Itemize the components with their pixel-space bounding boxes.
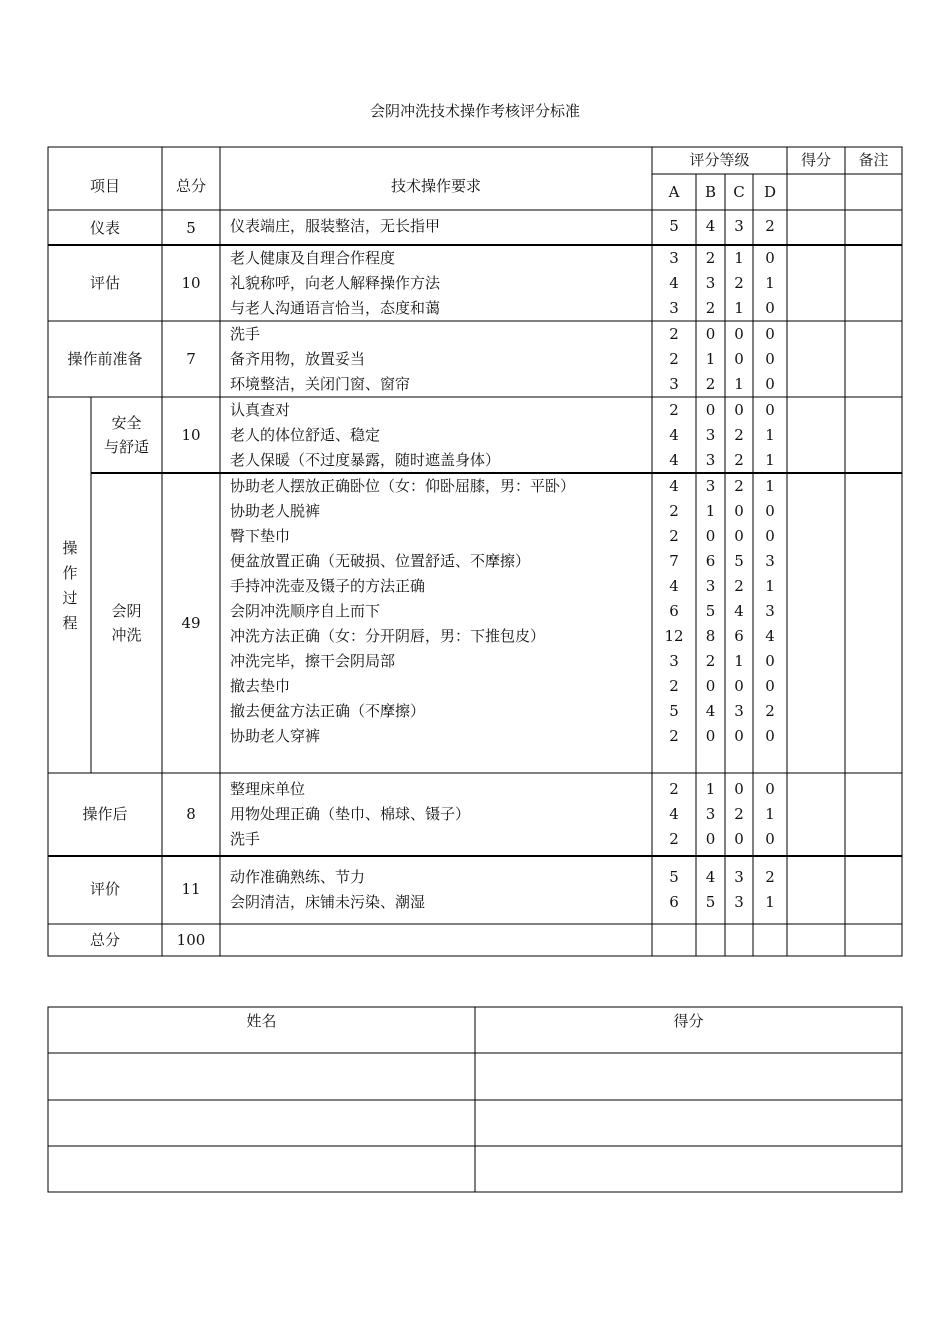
grade-d-value: 4 [765, 627, 775, 645]
grade-d-value: 1 [765, 577, 775, 595]
grade-d-value: 1 [765, 451, 775, 469]
subsection-safety-name-1: 安全 [111, 414, 142, 432]
grade-b-value: 3 [705, 274, 716, 292]
grade-c-header: C [733, 183, 745, 201]
grade-d-value: 2 [765, 217, 775, 235]
total-row-value: 100 [176, 931, 206, 949]
grade-b-value: 2 [705, 299, 716, 317]
grade-a-value: 6 [669, 893, 679, 911]
signature-name-header: 姓名 [246, 1012, 277, 1030]
criterion-text: 环境整洁，关闭门窗、窗帘 [230, 375, 411, 393]
section-process-char-1: 操 [62, 539, 78, 557]
grade-d-value: 0 [765, 375, 775, 393]
grade-a-value: 7 [669, 552, 679, 570]
grade-c-value: 3 [734, 868, 744, 886]
grade-c-value: 0 [734, 780, 744, 798]
criterion-text: 洗手 [230, 325, 261, 343]
criterion-text: 便盆放置正确（无破损、位置舒适、不摩擦） [230, 552, 531, 570]
grade-b-value: 5 [705, 893, 716, 911]
subsection-safety-name-2: 与舒适 [103, 438, 149, 456]
grade-b-value: 8 [705, 627, 716, 645]
grade-b-value: 0 [705, 401, 716, 419]
section-preparation-total: 7 [186, 350, 196, 368]
header-total: 总分 [175, 177, 206, 195]
grade-b-value: 0 [705, 325, 716, 343]
grade-b-value: 3 [705, 805, 716, 823]
criterion-text: 礼貌称呼，向老人解释操作方法 [230, 274, 441, 292]
grade-d-value: 1 [765, 805, 775, 823]
grade-b-value: 3 [705, 451, 716, 469]
criterion-text: 动作准确熟练、节力 [230, 868, 366, 886]
grade-c-value: 0 [734, 677, 744, 695]
grade-a-value: 3 [669, 299, 679, 317]
criterion-text: 仪表端庄，服装整洁，无长指甲 [230, 217, 441, 235]
grade-c-value: 1 [734, 652, 744, 670]
header-item: 项目 [89, 177, 120, 195]
grade-c-value: 2 [734, 577, 744, 595]
grade-b-header: B [704, 183, 717, 201]
grade-b-value: 2 [705, 249, 716, 267]
grade-a-value: 12 [664, 627, 684, 645]
grade-b-value: 6 [705, 552, 716, 570]
grade-a-value: 2 [669, 527, 679, 545]
grade-d-value: 0 [765, 527, 775, 545]
criterion-text: 老人的体位舒适、稳定 [230, 426, 381, 444]
grade-a-value: 2 [669, 502, 679, 520]
grade-c-value: 3 [734, 893, 744, 911]
grade-a-value: 2 [669, 830, 679, 848]
grade-a-value: 4 [669, 451, 679, 469]
grade-b-value: 1 [705, 780, 716, 798]
grade-c-value: 3 [734, 217, 744, 235]
criterion-text: 老人保暖（不过度暴露，随时遮盖身体） [230, 451, 501, 469]
grade-a-value: 2 [669, 677, 679, 695]
grade-b-value: 0 [705, 677, 716, 695]
criterion-text: 撤去垫巾 [230, 677, 291, 695]
grade-a-value: 4 [669, 426, 679, 444]
criterion-text: 备齐用物，放置妥当 [230, 350, 366, 368]
header-grade: 评分等级 [689, 151, 750, 169]
section-assessment-total: 10 [181, 274, 201, 292]
grade-d-value: 3 [765, 602, 775, 620]
grade-d-header: D [763, 183, 777, 201]
grade-b-value: 2 [705, 375, 716, 393]
grade-a-value: 4 [669, 805, 679, 823]
grade-a-value: 2 [669, 401, 679, 419]
grade-c-value: 0 [734, 401, 744, 419]
grade-c-value: 0 [734, 830, 744, 848]
criterion-text: 臀下垫巾 [230, 527, 291, 545]
grade-d-value: 2 [765, 868, 775, 886]
grade-d-value: 1 [765, 274, 775, 292]
subsection-washing-name-1: 会阴 [111, 602, 142, 620]
criterion-text: 老人健康及自理合作程度 [230, 249, 396, 267]
grade-b-value: 2 [705, 652, 716, 670]
criterion-text: 洗手 [230, 830, 261, 848]
criterion-text: 会阴清洁，床铺未污染、潮湿 [230, 893, 426, 911]
section-preparation-name: 操作前准备 [67, 350, 143, 368]
grade-a-value: 4 [669, 477, 679, 495]
criterion-text: 冲洗完毕，擦干会阴局部 [230, 652, 396, 670]
header-remark: 备注 [858, 151, 889, 169]
subsection-washing-name-2: 冲洗 [111, 626, 142, 644]
grade-c-value: 0 [734, 325, 744, 343]
section-process-char-4: 程 [62, 614, 78, 632]
total-row-label: 总分 [89, 931, 120, 949]
grade-d-value: 0 [765, 830, 775, 848]
grade-a-value: 4 [669, 274, 679, 292]
grade-a-value: 6 [669, 602, 679, 620]
grade-b-value: 3 [705, 577, 716, 595]
grade-d-value: 2 [765, 702, 775, 720]
grade-c-value: 2 [734, 274, 744, 292]
section-process-char-2: 作 [62, 564, 78, 582]
grade-c-value: 0 [734, 502, 744, 520]
grade-a-header: A [668, 183, 680, 201]
grade-b-value: 0 [705, 527, 716, 545]
grade-c-value: 5 [734, 552, 744, 570]
criterion-text: 协助老人摆放正确卧位（女：仰卧屈膝，男：平卧） [230, 477, 576, 495]
criterion-text: 冲洗方法正确（女：分开阴唇，男：下推包皮） [230, 627, 546, 645]
grade-a-value: 3 [669, 375, 679, 393]
grade-d-value: 0 [765, 299, 775, 317]
grade-d-value: 0 [765, 780, 775, 798]
criterion-text: 协助老人脱裤 [230, 502, 321, 520]
grade-d-value: 0 [765, 401, 775, 419]
grade-a-value: 5 [669, 868, 679, 886]
grade-c-value: 4 [734, 602, 744, 620]
subsection-washing-total: 49 [181, 614, 201, 632]
grade-c-value: 6 [734, 627, 744, 645]
grade-d-value: 0 [765, 652, 775, 670]
section-evaluation-total: 11 [181, 880, 201, 898]
section-after-total: 8 [186, 805, 196, 823]
grade-b-value: 0 [705, 830, 716, 848]
grade-a-value: 2 [669, 727, 679, 745]
criterion-text: 手持冲洗壶及镊子的方法正确 [230, 577, 426, 595]
grade-b-value: 0 [705, 727, 716, 745]
grade-a-value: 4 [669, 577, 679, 595]
grade-a-value: 3 [669, 652, 679, 670]
grade-c-value: 0 [734, 527, 744, 545]
section-after-name: 操作后 [82, 805, 128, 823]
subsection-safety-total: 10 [181, 426, 201, 444]
grade-d-value: 1 [765, 426, 775, 444]
grade-b-value: 3 [705, 426, 716, 444]
grade-d-value: 1 [765, 893, 775, 911]
grade-c-value: 1 [734, 299, 744, 317]
grade-b-value: 4 [705, 217, 716, 235]
criterion-text: 用物处理正确（垫巾、棉球、镊子） [230, 805, 471, 823]
grade-c-value: 2 [734, 477, 744, 495]
criterion-text: 撤去便盆方法正确（不摩擦） [230, 702, 426, 720]
grade-a-value: 2 [669, 780, 679, 798]
grade-b-value: 1 [705, 350, 716, 368]
grade-a-value: 5 [669, 217, 679, 235]
grade-d-value: 3 [765, 552, 775, 570]
grade-c-value: 2 [734, 426, 744, 444]
grade-c-value: 2 [734, 451, 744, 469]
grade-c-value: 0 [734, 350, 744, 368]
grade-b-value: 4 [705, 702, 716, 720]
section-evaluation-name: 评价 [89, 880, 120, 898]
grade-c-value: 0 [734, 727, 744, 745]
grade-b-value: 1 [705, 502, 716, 520]
grade-d-value: 0 [765, 249, 775, 267]
grade-a-value: 3 [669, 249, 679, 267]
criterion-text: 整理床单位 [230, 780, 306, 798]
grade-b-value: 4 [705, 868, 716, 886]
header-requirement: 技术操作要求 [390, 177, 481, 195]
grade-d-value: 1 [765, 477, 775, 495]
signature-score-header: 得分 [673, 1012, 704, 1030]
criterion-text: 与老人沟通语言恰当，态度和蔼 [230, 299, 441, 317]
criterion-text: 会阴冲洗顺序自上而下 [230, 602, 381, 620]
grade-d-value: 0 [765, 350, 775, 368]
grade-c-value: 3 [734, 702, 744, 720]
grade-d-value: 0 [765, 677, 775, 695]
section-process-char-3: 过 [62, 589, 78, 607]
header-score: 得分 [800, 151, 831, 169]
section-appearance-total: 5 [186, 219, 196, 237]
grade-c-value: 1 [734, 375, 744, 393]
grade-c-value: 2 [734, 805, 744, 823]
grade-a-value: 2 [669, 350, 679, 368]
grade-a-value: 2 [669, 325, 679, 343]
grade-b-value: 5 [705, 602, 716, 620]
grade-d-value: 0 [765, 727, 775, 745]
criterion-text: 协助老人穿裤 [230, 727, 321, 745]
grade-a-value: 5 [669, 702, 679, 720]
section-assessment-name: 评估 [89, 274, 120, 292]
grade-c-value: 1 [734, 249, 744, 267]
grade-d-value: 0 [765, 502, 775, 520]
grade-b-value: 3 [705, 477, 716, 495]
criterion-text: 认真查对 [230, 401, 291, 419]
section-appearance-name: 仪表 [89, 219, 120, 237]
page-title: 会阴冲洗技术操作考核评分标准 [369, 102, 580, 120]
grade-d-value: 0 [765, 325, 775, 343]
